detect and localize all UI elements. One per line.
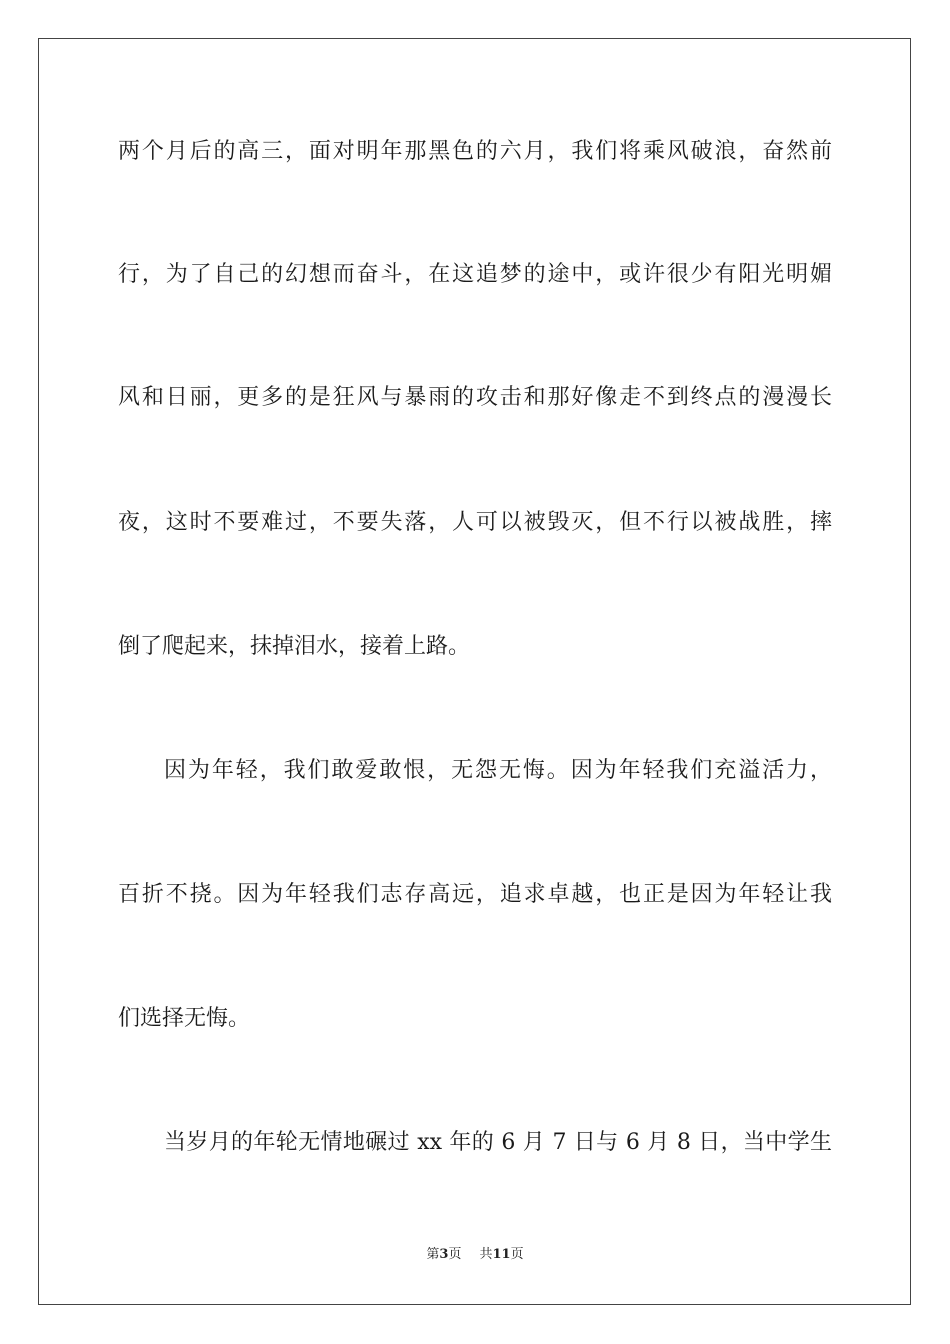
paragraph-line: 倒了爬起来，抹掉泪水，接着上路。 xyxy=(118,634,471,659)
paragraph-line: 当岁月的年轮无情地碾过 xx 年的 6 月 7 日与 6 月 8 日，当中学生 xyxy=(164,1130,832,1155)
paragraph-line: 夜，这时不要难过，不要失落，人可以被毁灭，但不行以被战胜，摔 xyxy=(118,510,832,535)
footer-page-suffix: 页 xyxy=(448,1247,462,1262)
paragraph-line: 们选择无悔。 xyxy=(118,1006,251,1031)
footer-page-number: 3 xyxy=(439,1247,449,1262)
paragraph-line: 因为年轻，我们敢爱敢恨，无怨无悔。因为年轻我们充溢活力， xyxy=(164,758,832,783)
footer-total-pages: 11 xyxy=(492,1247,511,1262)
footer-page-prefix: 第 xyxy=(426,1247,440,1262)
paragraph-line: 百折不挠。因为年轻我们志存高远，追求卓越，也正是因为年轻让我 xyxy=(118,882,832,907)
paragraph-line: 两个月后的高三，面对明年那黑色的六月，我们将乘风破浪，奋然前 xyxy=(118,139,832,164)
footer-total-prefix: 共 xyxy=(479,1247,493,1262)
footer-total-suffix: 页 xyxy=(510,1247,524,1262)
paragraph-line: 行，为了自己的幻想而奋斗，在这追梦的途中，或许很少有阳光明媚 xyxy=(118,262,832,287)
page-footer xyxy=(0,1246,950,1264)
page-frame xyxy=(38,38,911,1305)
paragraph-line: 风和日丽，更多的是狂风与暴雨的攻击和那好像走不到终点的漫漫长 xyxy=(118,385,832,410)
